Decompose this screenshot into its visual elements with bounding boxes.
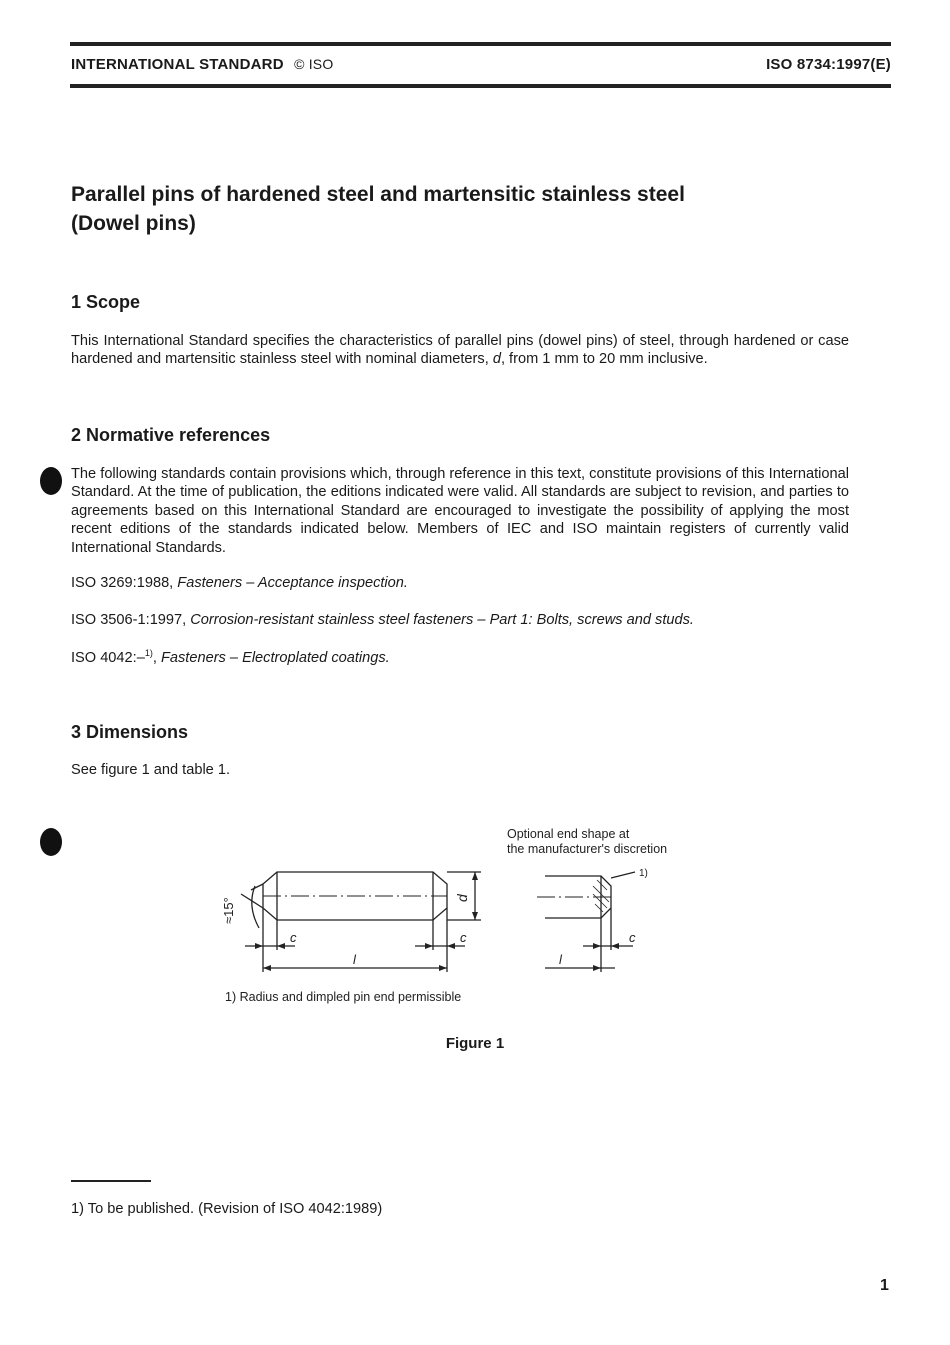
reference-title: Fasteners – Electroplated coatings. xyxy=(160,649,390,666)
l-label: l xyxy=(353,952,356,967)
title-line-2: (Dowel pins) xyxy=(71,212,196,235)
reference-title: Fasteners – Acceptance inspection. xyxy=(177,575,408,591)
change-marker-dot xyxy=(40,828,62,856)
figure-footnote: 1) Radius and dimpled pin end permissible xyxy=(225,990,462,1004)
angle-arc xyxy=(252,886,259,928)
copyright-label: © ISO xyxy=(294,56,334,72)
footnote-marker: 1) xyxy=(144,648,153,658)
c-label-left: c xyxy=(290,930,297,945)
reference-code: ISO 4042:– xyxy=(71,649,145,666)
title-line-1: Parallel pins of hardened steel and martensitic stainless steel xyxy=(71,183,685,206)
figure-caption: Figure 1 xyxy=(445,1035,505,1052)
page-number: 1 xyxy=(880,1277,889,1294)
standard-label: INTERNATIONAL STANDARD xyxy=(71,56,284,73)
pin-drawing xyxy=(205,820,705,1015)
c-label-detail: c xyxy=(629,930,636,945)
c-label-right: c xyxy=(460,930,467,945)
header-bottom-rule xyxy=(70,84,891,88)
note-ref-label: 1) xyxy=(639,868,648,879)
l-label-detail: l xyxy=(559,952,562,967)
reference-title: Corrosion-resistant stainless steel fasteners – Part 1: Bolts, screws and studs. xyxy=(190,612,694,628)
reference-item xyxy=(71,575,408,591)
normative-heading: 2 Normative references xyxy=(71,425,271,445)
optional-note-line-1: Optional end shape at xyxy=(507,827,630,841)
optional-note-line-2: the manufacturer's discretion xyxy=(507,842,668,856)
change-marker-dot xyxy=(40,467,62,495)
standard-number: ISO 8734:1997(E) xyxy=(766,56,891,73)
page-footnote: 1) To be published. (Revision of ISO 4042:1989) xyxy=(71,1201,383,1217)
scope-paragraph xyxy=(71,332,849,369)
d-label: d xyxy=(454,894,470,902)
header-top-rule xyxy=(70,42,891,46)
reference-item xyxy=(71,612,694,628)
reference-item: ISO 4042:–$^{1)}$, Fasteners – Electroplated coatings. xyxy=(71,648,390,666)
normative-paragraph: The following standards contain provisions which, through reference in this text, constitute provisions of this International Standard. At the time of publication, the editions indicated were valid. All standards are subject to revision, and parties to agreements based on this International Standard are encouraged to investigate the possibility of applying the most recent editions of the standards indicated below. Members of IEC and ISO maintain registers of currently valid International Standards. xyxy=(71,466,849,556)
dimensions-paragraph: See figure 1 and table 1. xyxy=(71,762,231,778)
footnote-rule xyxy=(71,1180,151,1182)
figure-1 xyxy=(205,820,705,1020)
scope-heading: 1 Scope xyxy=(71,292,141,312)
reference-code: ISO 3269:1988, xyxy=(71,575,178,591)
scope-text-post: , from 1 mm to 20 mm inclusive. xyxy=(500,351,708,368)
angle-label: ≈15° xyxy=(221,897,236,924)
dimensions-heading: 3 Dimensions xyxy=(71,722,189,742)
reference-code: ISO 3506-1:1997, xyxy=(71,612,191,628)
header-left xyxy=(71,56,333,73)
page-title xyxy=(71,180,685,238)
scope-text-pre: This International Standard specifies the characteristics of parallel pins (dowel pins) of steel, through hardened or case hardened and martensitic stainless steel with nominal diameters, xyxy=(71,333,849,368)
scope-variable: d xyxy=(492,351,501,368)
